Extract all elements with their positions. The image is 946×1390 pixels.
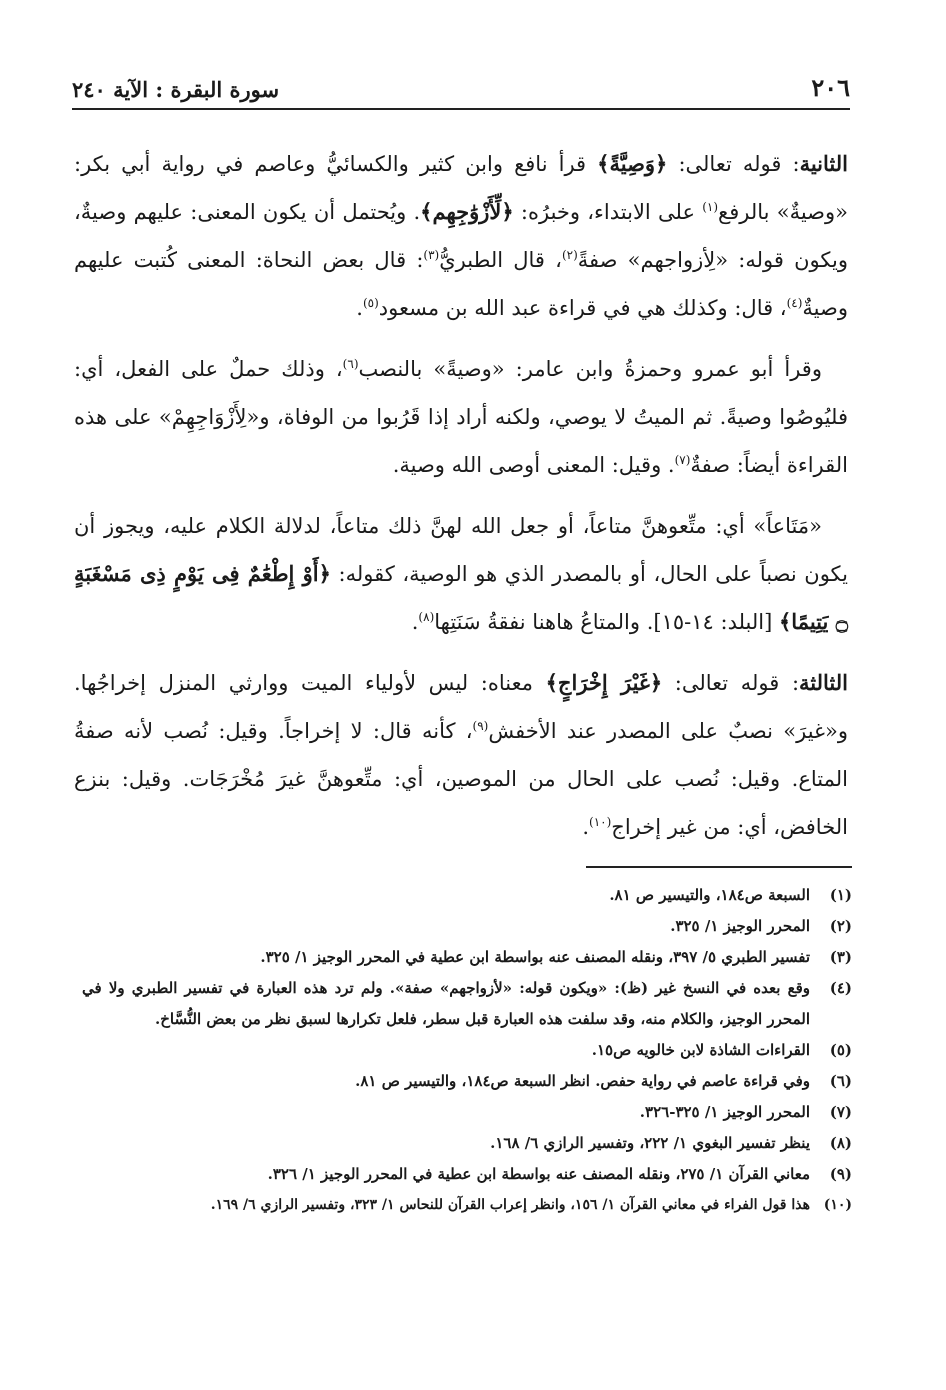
footnote-item [82,1066,852,1097]
paragraph-reading [74,345,848,489]
footnote-ref[interactable]: (٩) [472,719,489,733]
text-run: ، وذلك حملٌ على الفعل، أي: فليُوصُوا وصيةً. ثم الميتُ لا يوصي، ولكنه أراد إذا قَرُبوا من الوفاة، و«لِأَزْوَاجِهِمْ» على هذه القراءة أيضاً: صفةٌ [74,357,848,477]
footnote-number: (٤) [829,979,852,997]
footnote-number: (٧) [829,1103,852,1121]
text-run: على الابتداء، وخبرُه: [513,200,703,224]
footnotes [82,880,852,1221]
footnote-text: وقع بعده في النسخ غير (ظ): «ويكون قوله: «لأزواجهم» صفة». ولم ترد هذه العبارة في تفسير الطبري ولا في المحرر الوجيز، والكلام منه، وقد سلفت هذه العبارة قبل سطر، فلعل تكرارها لسبق نظر من بعض النُّسَّاخ. [82,979,810,1028]
footnote-ref[interactable]: (٦) [342,357,359,371]
footnote-text: القراءات الشاذة لابن خالويه ص١٥. [591,1041,810,1059]
text-run: . [356,296,363,320]
paragraph-mataa [74,502,848,646]
page-header [72,70,850,110]
paragraph-second [74,140,848,332]
footnote-ref[interactable]: (١٠) [589,815,612,829]
footnote-number: (٩) [829,1165,852,1183]
footnote-divider [586,866,852,868]
footnote-item [82,1190,852,1221]
text-run: . [411,610,419,634]
footnote-ref[interactable]: (٧) [674,453,691,467]
footnote-ref[interactable]: (٥) [362,296,379,310]
footnote-ref[interactable]: (٤) [786,296,803,310]
text-run: [البلد: ١٤-١٥]. والمتاعُ هاهنا نفقةُ سَنَتِها [434,610,779,634]
quran-quote: ﴿أَوْ إِطْعَٰمٌ فِى يَوْمٍ ذِى مَسْغَبَةٍ ۝ يَتِيمًا﴾ [74,561,848,634]
text-run: ، كأنه قال: لا إخراجاً. وقيل: نُصب لأنه صفةُ المتاع. وقيل: نُصب على الحال من الموصين، أي: متِّعوهنَّ غيرَ مُخْرَجَات. وقيل: بنزع الخافض، أي: من غير إخراج [74,719,848,839]
footnote-ref[interactable]: (٨) [418,610,435,624]
footnote-item [82,1159,852,1190]
text-run: ، قال الطبريُّ [439,248,562,272]
footnote-text: ينظر تفسير البغوي ١/ ٢٢٢، وتفسير الرازي ٦/ ١٦٨. [490,1134,810,1152]
quran-quote: ﴿لِّأَزْوَٰجِهِم﴾ [420,199,514,224]
footnote-ref[interactable]: (٣) [423,248,440,262]
footnote-number: (٥) [829,1041,852,1059]
footnote-number: (٢) [829,917,852,935]
footnote-ref[interactable]: (٢) [561,248,578,262]
footnote-item [82,1128,852,1159]
text-run: : قوله تعالى: [667,152,800,176]
text-run: «مَتَاعاً» أي: متِّعوهنَّ متاعاً، أو جعل الله لهنَّ ذلك متاعاً، لدلالة الكلام عليه، ويجوز أن يكون نصباً على الحال، أو بالمصدر الذي هو الوصية، كقوله: [74,514,848,586]
footnote-number: (٦) [829,1072,852,1090]
footnote-text: معاني القرآن ١/ ٢٧٥، ونقله المصنف عنه بواسطة ابن عطية في المحرر الوجيز ١/ ٣٢٦. [267,1165,810,1183]
text-run: وقرأ أبو عمرو وحمزةُ وابن عامر: «وصيةً» بالنصب [358,357,822,381]
page-number: ٢٠٦ [811,73,850,102]
text-run: : قال بعض النحاة: المعنى كُتبت عليهم وصيةٌ [74,248,848,320]
text-run: قرأ نافع وابن كثير والكسائيُّ وعاصم في رواية أبي بكر: «وصيةٌ» بالرفع [74,152,848,224]
footnote-ref[interactable]: (١) [702,200,719,214]
text-run: . وقيل: المعنى أوصى الله وصية. [392,453,675,477]
footnote-text: السبعة ص١٨٤، والتيسير ص ٨١. [609,886,810,904]
footnote-number: (١) [829,886,852,904]
section-lead: الثانية [799,151,848,176]
footnote-number: (٣) [829,948,852,966]
paragraph-third [74,659,848,851]
text-run: ، قال: وكذلك هي في قراءة عبد الله بن مسعود [378,296,787,320]
section-lead: الثالثة [799,670,848,695]
footnote-text: وفي قراءة عاصم في رواية حفص. انظر السبعة ص١٨٤، والتيسير ص ٨١. [355,1072,810,1090]
footnote-number: (٨) [829,1134,852,1152]
footnote-item [82,880,852,911]
running-title: سورة البقرة : الآية ٢٤٠ [72,77,280,102]
footnote-text: المحرر الوجيز ١/ ٣٢٥. [670,917,810,935]
text-run: . [582,815,590,839]
footnote-text: هذا قول الفراء في معاني القرآن ١/ ١٥٦، وانظر إعراب القرآن للنحاس ١/ ٣٢٣، وتفسير الرازي ٦/ ١٦٩. [210,1197,810,1213]
text-run: . ويُحتمل أن يكون المعنى: عليهم وصيةٌ، ويكون قوله: «لِأزواجهم» صفةً [74,200,848,272]
quran-quote: ﴿وَصِيَّةً﴾ [597,151,668,176]
footnote-item [82,911,852,942]
footnote-number: (١٠) [823,1197,852,1213]
footnote-text: المحرر الوجيز ١/ ٣٢٥-٣٢٦. [639,1103,810,1121]
main-text [74,140,848,864]
footnote-item [82,1035,852,1066]
footnote-item [82,973,852,1035]
text-run: : قوله تعالى: [662,671,800,695]
footnote-item [82,942,852,973]
text-run: معناه: ليس لأولياء الميت ووارثي المنزل إخراجُها. و«غيرَ» نصبٌ على المصدر عند الأخفش [74,671,848,743]
quran-quote: ﴿غَيْرَ إِخْرَاجٍ﴾ [545,670,663,695]
footnote-text: تفسير الطبري ٥/ ٣٩٧، ونقله المصنف عنه بواسطة ابن عطية في المحرر الوجيز ١/ ٣٢٥. [260,948,810,966]
footnote-item [82,1097,852,1128]
